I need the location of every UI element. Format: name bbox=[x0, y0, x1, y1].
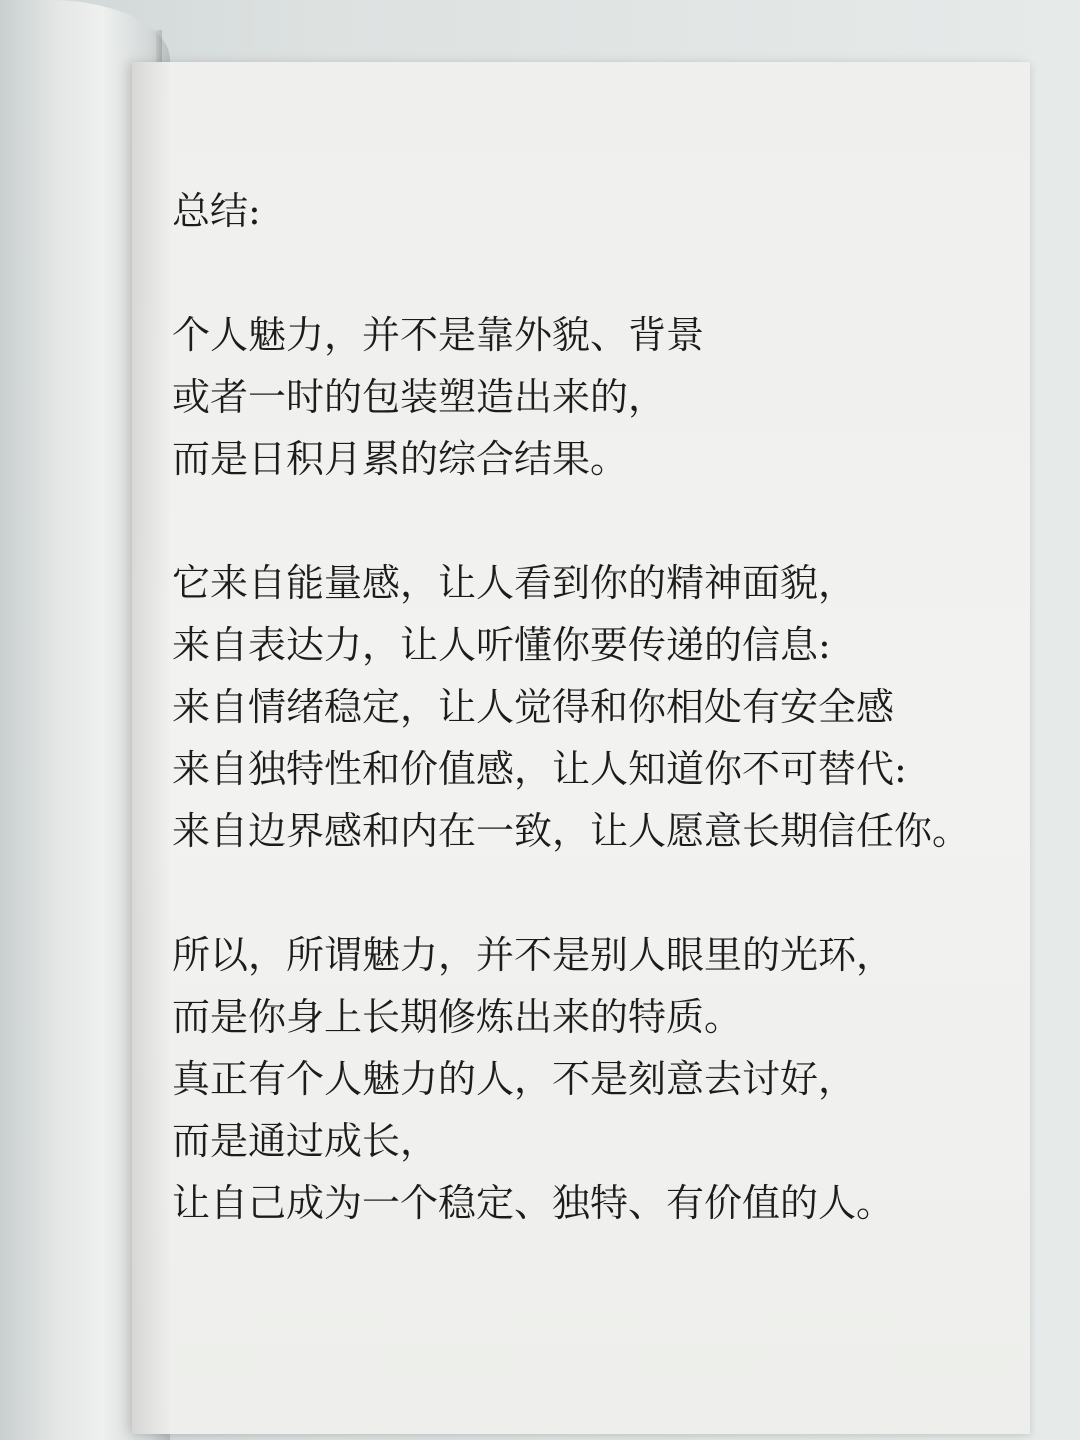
text-line: 而是日积月累的综合结果。 bbox=[172, 437, 629, 481]
text-line: 来自独特性和价值感，让人知道你不可替代: bbox=[172, 747, 907, 791]
text-line: 真正有个人魅力的人，不是刻意去讨好， bbox=[172, 1057, 857, 1101]
text-line: 让自己成为一个稳定、独特、有价值的人。 bbox=[172, 1181, 895, 1225]
text-line: 来自边界感和内在一致，让人愿意长期信任你。 bbox=[172, 809, 971, 853]
text-line: 个人魅力，并不是靠外貌、背景 bbox=[172, 313, 705, 357]
text-line: 而是你身上长期修炼出来的特质。 bbox=[172, 995, 743, 1039]
text-line: 而是通过成长， bbox=[172, 1119, 439, 1163]
paragraph-2 bbox=[172, 552, 1032, 862]
page-gutter-shadow bbox=[132, 62, 172, 1434]
paragraph-3 bbox=[172, 924, 1032, 1234]
text-line: 或者一时的包装塑造出来的， bbox=[172, 375, 667, 419]
summary-heading: 总结: bbox=[172, 189, 261, 233]
text-line: 来自情绪稳定，让人觉得和你相处有安全感 bbox=[172, 685, 895, 729]
paragraph-1 bbox=[172, 304, 1032, 490]
text-line: 来自表达力，让人听懂你要传递的信息: bbox=[172, 623, 831, 667]
text-line: 它来自能量感，让人看到你的精神面貌， bbox=[172, 561, 857, 605]
page-content bbox=[172, 180, 1032, 1296]
text-line: 所以，所谓魅力，并不是别人眼里的光环， bbox=[172, 933, 895, 977]
